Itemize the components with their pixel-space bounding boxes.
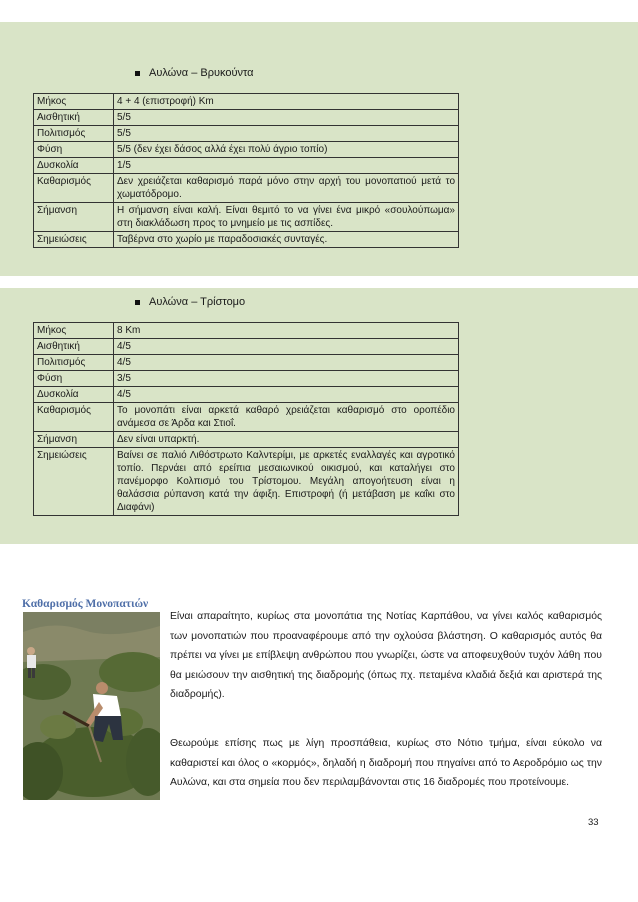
row-label: Καθαρισμός — [34, 174, 114, 203]
route2-heading — [135, 296, 245, 308]
table-row — [34, 448, 459, 516]
route2-title: Αυλώνα – Τρίστομο — [149, 296, 246, 308]
table-row — [34, 432, 459, 448]
row-label: Καθαρισμός — [34, 403, 114, 432]
route1-heading — [135, 67, 254, 79]
row-value: Βαίνει σε παλιό Λιθόστρωτο Καλντερίμι, με αρκετές εναλλαγές και αγροτικό τοπίο. Περνάει από ερείπια μεσαιωνικού οικισμού, και καταλήγει στο πανέμορφο Κολπισμό του Τρίστομου. Μεγάλη απογοήτευση είναι η θαλάσσια ρύπανση κατά την άφιξη. Επιστροφή (ή μετάβαση με καΐκι στο Διαφάνι) — [114, 448, 459, 516]
table-row — [34, 387, 459, 403]
bullet-icon — [135, 71, 140, 76]
table-row — [34, 232, 459, 248]
row-label: Φύση — [34, 371, 114, 387]
row-label: Μήκος — [34, 94, 114, 110]
row-label: Σημειώσεις — [34, 232, 114, 248]
row-label: Μήκος — [34, 323, 114, 339]
row-label: Δυσκολία — [34, 158, 114, 174]
row-value: Η σήμανση είναι καλή. Είναι θεμιτό το να γίνει ένα μικρό «σουλούπωμα» στη διακλάδωση προς το μνημείο με τις ασπίδες. — [114, 203, 459, 232]
trail-clearing-photo — [23, 612, 160, 800]
table-row — [34, 323, 459, 339]
row-value: Ταβέρνα στο χωρίο με παραδοσιακές συνταγές. — [114, 232, 459, 248]
route2-info-table — [33, 322, 459, 516]
row-label: Σημειώσεις — [34, 448, 114, 516]
table-row — [34, 403, 459, 432]
row-value: 8 Km — [114, 323, 459, 339]
table-row — [34, 355, 459, 371]
row-label: Πολιτισμός — [34, 355, 114, 371]
row-label: Αισθητική — [34, 110, 114, 126]
row-value: 1/5 — [114, 158, 459, 174]
row-value: Δεν είναι υπαρκτή. — [114, 432, 459, 448]
table-row — [34, 203, 459, 232]
row-value: 3/5 — [114, 371, 459, 387]
row-value: 5/5 — [114, 110, 459, 126]
table-row — [34, 174, 459, 203]
row-value: 4/5 — [114, 387, 459, 403]
bullet-icon — [135, 300, 140, 305]
table-row — [34, 158, 459, 174]
row-label: Σήμανση — [34, 432, 114, 448]
route1-title: Αυλώνα – Βρυκούντα — [149, 67, 254, 79]
row-value: 4/5 — [114, 339, 459, 355]
table-row — [34, 110, 459, 126]
row-label: Πολιτισμός — [34, 126, 114, 142]
row-value: Το μονοπάτι είναι αρκετά καθαρό χρειάζεται καθαρισμό στο οροπέδιο ανάμεσα σε Άρδα και Στιοΐ. — [114, 403, 459, 432]
table-row — [34, 142, 459, 158]
section-paragraph-1: Είναι απαραίτητο, κυρίως στα μονοπάτια της Νοτίας Καρπάθου, να γίνει καλός καθαρισμός των μονοπατιών που προαναφέρουμε από την οχλούσα βλάστηση. Ο καθαρισμός αυτός θα πρέπει να γίνει με επίβλεψη ανθρώπου που γνωρίζει, ώστε να αποφευχθούν τυχόν λάθη που θα μειώσουν την αισθητική της διαδρομής (όπως πχ. πεταμένα κλαδιά δεξιά και αριστερά της διαδρομής). — [170, 611, 602, 700]
row-value: 4 + 4 (επιστροφή) Km — [114, 94, 459, 110]
route1-info-table — [33, 93, 459, 248]
row-label: Σήμανση — [34, 203, 114, 232]
table-row — [34, 339, 459, 355]
table-row — [34, 126, 459, 142]
table-row — [34, 371, 459, 387]
table-row — [34, 94, 459, 110]
row-value: 4/5 — [114, 355, 459, 371]
row-label: Δυσκολία — [34, 387, 114, 403]
section-title: Καθαρισμός Μονοπατιών — [22, 598, 149, 610]
row-value: 5/5 (δεν έχει δάσος αλλά έχει πολύ άγριο τοπίο) — [114, 142, 459, 158]
page-number: 33 — [588, 817, 599, 828]
row-label: Φύση — [34, 142, 114, 158]
section-paragraph-2: Θεωρούμε επίσης πως με λίγη προσπάθεια, κυρίως στο Νότιο τμήμα, είναι εύκολο να καθαριστεί και όλος ο «κορμός», δηλαδή η διαδρομή που πηγαίνει από το Αεροδρόμιο ως την Αυλώνα, και στα σημεία που δεν περιλαμβάνονται στις 16 διαδρομές που προτείνουμε. — [170, 738, 602, 788]
row-label: Αισθητική — [34, 339, 114, 355]
row-value: 5/5 — [114, 126, 459, 142]
row-value: Δεν χρειάζεται καθαρισμό παρά μόνο στην αρχή του μονοπατιού μετά το χωματόδρομο. — [114, 174, 459, 203]
